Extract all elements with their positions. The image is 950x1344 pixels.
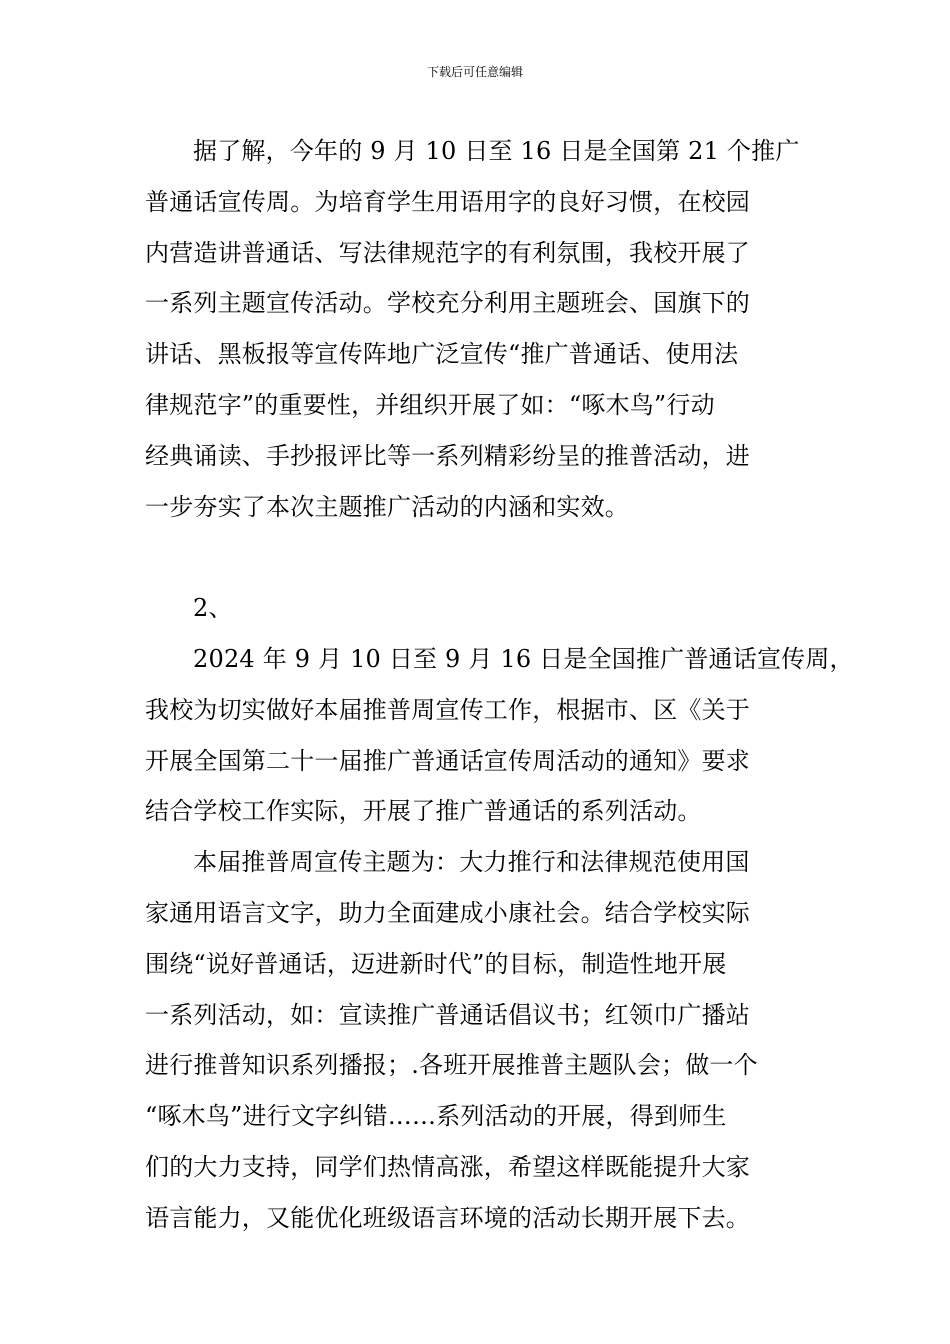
text-line: 语言能力，又能优化班级语言环境的活动长期开展下去。	[145, 1203, 750, 1232]
text-line: 律规范字”的重要性，并组织开展了如：“啄木鸟”行动	[145, 390, 715, 419]
section-number	[145, 583, 805, 634]
text-line: 开展全国第二十一届推广普通话宣传周活动的通知》要求	[145, 746, 750, 775]
paragraph-spacer	[145, 532, 805, 583]
text-line: 内营造讲普通话、写法律规范字的有利氛围，我校开展了	[145, 238, 750, 267]
text-line: 结合学校工作实际，开展了推广普通话的系列活动。	[145, 797, 702, 826]
text-line: 2、	[193, 594, 233, 623]
text-line: 本届推普周宣传主题为：大力推行和法律规范使用国	[193, 848, 750, 877]
text-line: 们的大力支持，同学们热情高涨，希望这样既能提升大家	[145, 1152, 750, 1181]
document-body	[145, 126, 854, 1244]
paragraph-2	[145, 634, 854, 837]
text-line: 家通用语言文字，助力全面建成小康社会。结合学校实际	[145, 898, 750, 927]
text-line: 一步夯实了本次主题推广活动的内涵和实效。	[145, 492, 629, 521]
text-line: 讲话、黑板报等宣传阵地广泛宣传“推广普通话、使用法	[145, 340, 739, 369]
text-line: 据了解，今年的 9 月 10 日至 16 日是全国第 21 个推广	[193, 137, 800, 165]
text-line: 一系列主题宣传活动。学校充分利用主题班会、国旗下的	[145, 289, 750, 318]
paragraph-3	[145, 837, 805, 1243]
text-line: 2024 年 9 月 10 日至 9 月 16 日是全国推广普通话宣传周，	[193, 644, 854, 673]
text-line: “啄木鸟”进行文字纠错……系列活动的开展，得到师生	[145, 1102, 727, 1131]
text-line: 一系列活动，如：宣读推广普通话倡议书；红领巾广播站	[145, 1000, 750, 1029]
text-line: 经典诵读、手抄报评比等一系列精彩纷呈的推普活动，进	[145, 441, 750, 470]
paragraph-1	[145, 126, 805, 532]
page-header: 下载后可任意编辑	[426, 65, 523, 79]
text-line: 围绕“说好普通话，迈进新时代”的目标，制造性地开展	[145, 949, 727, 978]
text-line: 普通话宣传周。为培育学生用语用字的良好习惯，在校园	[145, 187, 750, 216]
text-line: 我校为切实做好本届推普周宣传工作，根据市、区《关于	[145, 695, 750, 724]
text-line: 进行推普知识系列播报；.各班开展推普主题队会；做一个	[145, 1051, 758, 1080]
